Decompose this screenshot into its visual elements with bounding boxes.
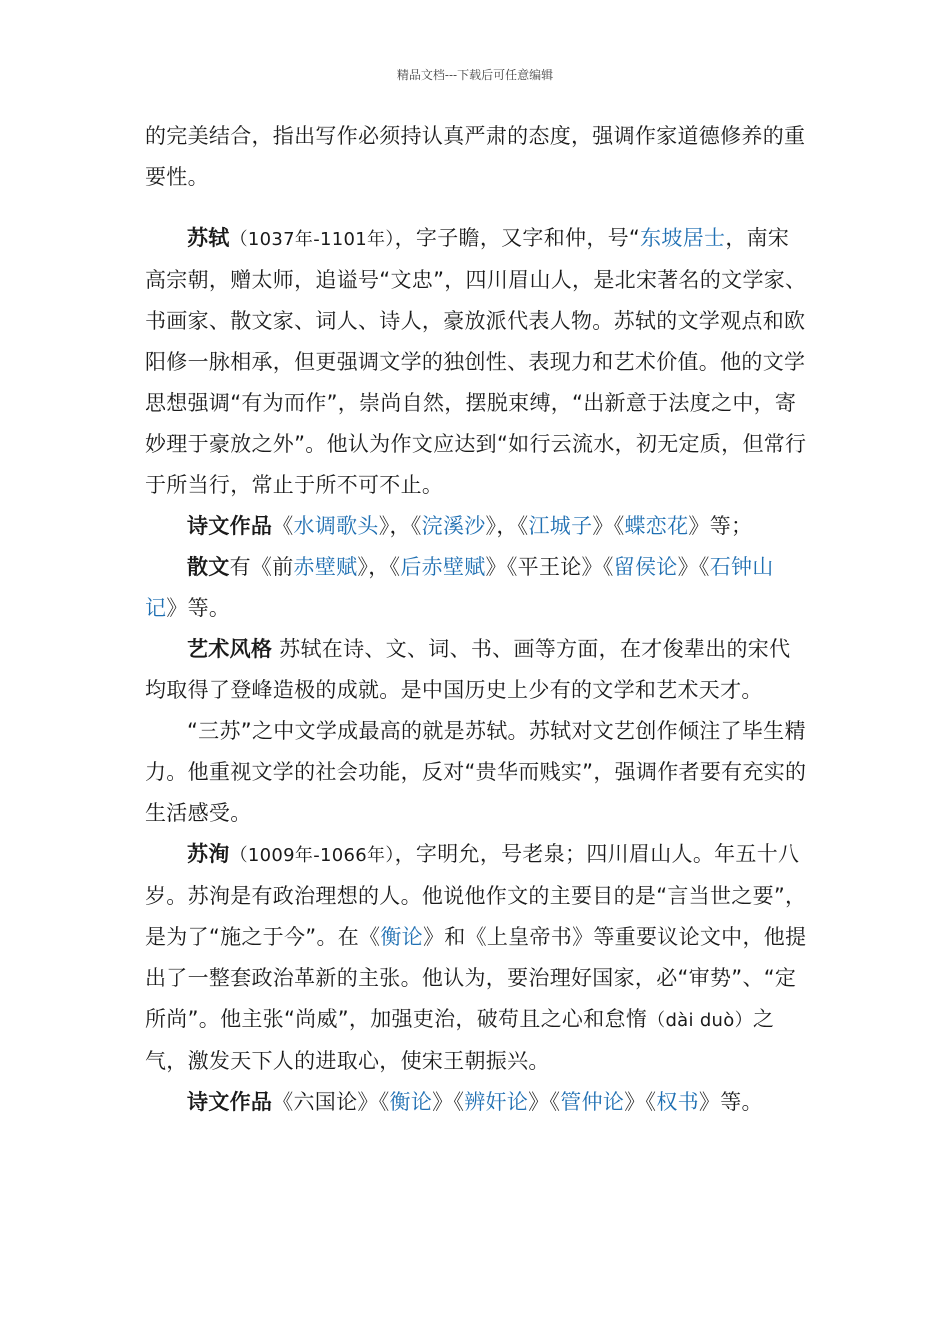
link-dongpo-jushi[interactable]: 东坡居士 bbox=[640, 226, 726, 250]
paragraph-su-shi-prose: 散文有《前赤壁赋》，《后赤壁赋》《平王论》《留侯论》《石钟山记》等。 bbox=[145, 555, 774, 620]
paragraph-continuation: 的完美结合，指出写作必须持认真严肃的态度，强调作家道德修养的重要性。 bbox=[145, 124, 806, 189]
link-quanshu[interactable]: 权书 bbox=[656, 1090, 699, 1114]
paragraph-su-xun-works: 诗文作品《六国论》《衡论》《辨奸论》《管仲论》《权书》等。 bbox=[187, 1090, 763, 1114]
section-label-poems: 诗文作品 bbox=[187, 514, 273, 538]
link-bianjianlun[interactable]: 辨奸论 bbox=[464, 1090, 529, 1114]
document-body bbox=[145, 116, 810, 1123]
person-name-su-shi: 苏轼 bbox=[187, 226, 230, 250]
bio-text: ，字子瞻，又字和仲，号“ bbox=[394, 226, 641, 250]
page-header: 精品文档---下载后可任意编辑 bbox=[396, 68, 554, 82]
pinyin-daiduo: （dài duò） bbox=[647, 1010, 753, 1031]
years-su-xun: （1009年-1066年） bbox=[229, 845, 395, 866]
link-shuidiao-getou[interactable]: 水调歌头 bbox=[293, 514, 379, 538]
link-henglun-2[interactable]: 衡论 bbox=[389, 1090, 433, 1114]
person-name-su-xun: 苏洵 bbox=[187, 842, 230, 866]
paragraph-art-style: 艺术风格 苏轼在诗、文、词、书、画等方面，在才俊辈出的宋代均取得了登峰造极的成就。是中国历史上少有的文学和艺术天才。 bbox=[145, 637, 791, 702]
paragraph-su-shi-poems: 诗文作品《水调歌头》，《浣溪沙》，《江城子》《蝶恋花》等； bbox=[187, 514, 753, 538]
link-guanzhonglun[interactable]: 管仲论 bbox=[560, 1090, 625, 1114]
link-chibifu[interactable]: 赤壁赋 bbox=[293, 555, 358, 579]
years-su-shi: （1037年-1101年） bbox=[229, 229, 395, 250]
paragraph-su-shi-bio bbox=[145, 218, 810, 506]
bio-text-rest: ，南宋高宗朝，赠太师，追谥号“文忠”，四川眉山人，是北宋著名的文学家、书画家、散文家、词人、诗人，豪放派代表人物。苏轼的文学观点和欧阳修一脉相承，但更强调文学的独创性、表现力和艺术价值。他的文学思想强调“有为而作”，崇尚自然，摆脱束缚，“出新意于法度之中，寄妙理于豪放之外”。他认为作文应达到“如行云流水，初无定质，但常行于所当行，常止于所不可不止。 bbox=[145, 226, 807, 497]
link-shizhongshanji[interactable]: 石钟山记 bbox=[145, 555, 774, 620]
paragraph-su-xun-bio: 苏洵（1009年-1066年），字明允，号老泉；四川眉山人。年五十八岁。苏洵是有政治理想的人。他说他作文的主要目的是“言当世之要”，是为了“施之于今”。在《衡论》和《上皇帝书》等重要议论文中，他提出了一整套政治革新的主张。他认为，要治理好国家，必“审势”、“定所尚”。他主张“尚威”，加强吏治，破苟且之心和怠惰（dài duò）之气，激发天下人的进取心，使宋王朝振兴。 bbox=[145, 842, 807, 1073]
paragraph-san-su: “三苏”之中文学成最高的就是苏轼。苏轼对文艺创作倾注了毕生精力。他重视文学的社会功能，反对“贵华而贱实”，强调作者要有充实的生活感受。 bbox=[145, 719, 807, 825]
section-label-art-style: 艺术风格 bbox=[187, 637, 273, 661]
section-label-prose: 散文 bbox=[187, 555, 230, 579]
link-liuhoulun[interactable]: 留侯论 bbox=[613, 555, 678, 579]
link-huanxisha[interactable]: 浣溪沙 bbox=[421, 514, 486, 538]
link-hou-chibifu[interactable]: 后赤壁赋 bbox=[400, 555, 486, 579]
title-pingwanglun: 《平王论》 bbox=[506, 555, 603, 579]
link-dielianhua[interactable]: 蝶恋花 bbox=[624, 514, 689, 538]
section-label-works: 诗文作品 bbox=[187, 1090, 273, 1114]
link-henglun[interactable]: 衡论 bbox=[380, 925, 423, 949]
title-liuguolun: 《六国论》 bbox=[272, 1090, 379, 1114]
link-jiangchengzi[interactable]: 江城子 bbox=[528, 514, 593, 538]
